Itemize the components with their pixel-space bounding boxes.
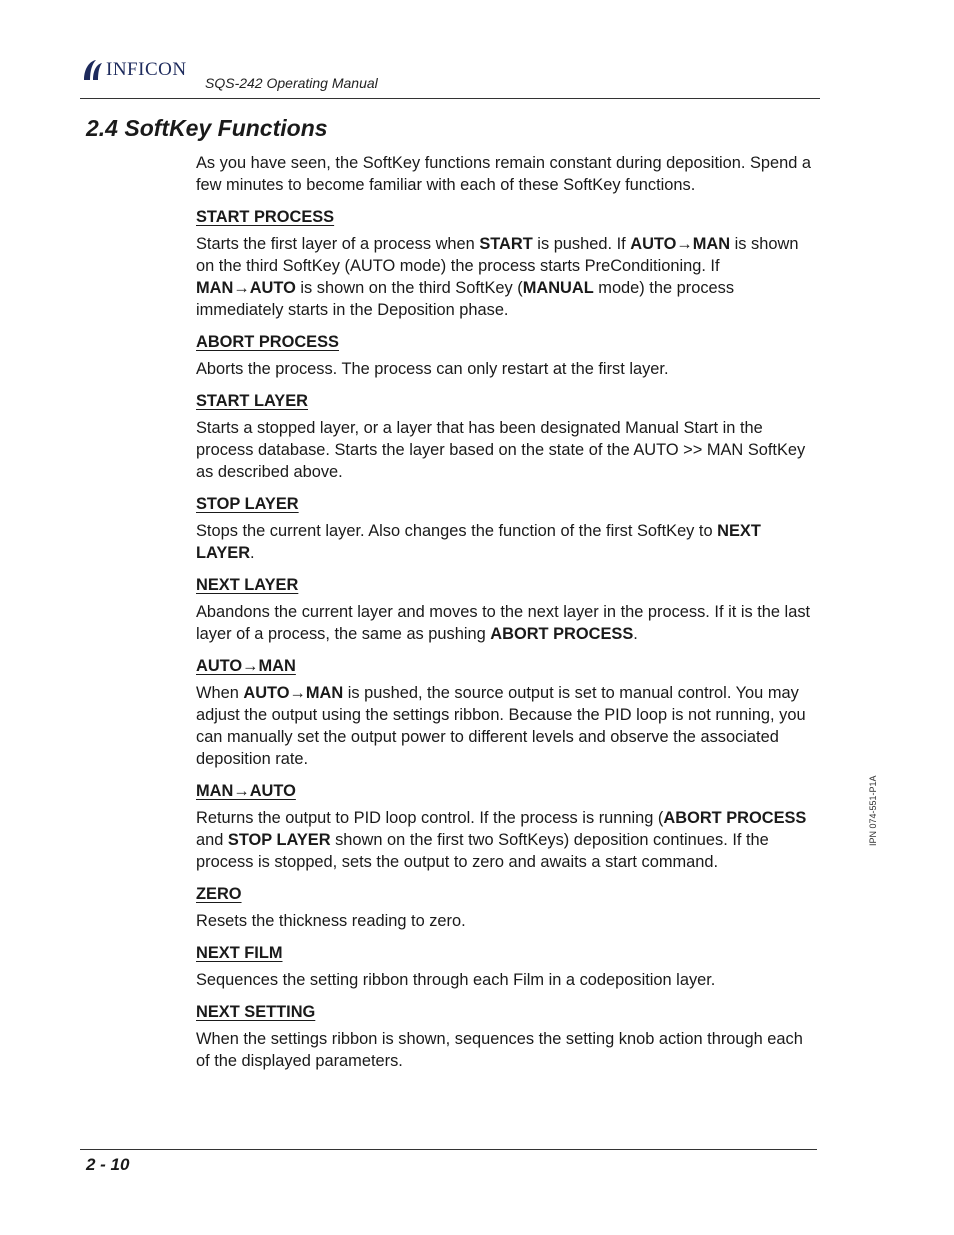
softkey-term: ABORT PROCESS [196, 333, 339, 351]
text-run: is shown on the third SoftKey ( [295, 279, 523, 297]
inficon-logo-icon [82, 58, 104, 82]
section-content [196, 152, 816, 1082]
softkey-description [196, 1028, 816, 1072]
section-title: 2.4 SoftKey Functions [86, 115, 328, 141]
header-divider [80, 98, 820, 99]
softkey-description [196, 233, 816, 321]
text-run: Stops the current layer. Also changes the function of the first SoftKey to [196, 522, 718, 540]
inficon-logo [82, 58, 187, 82]
text-run: Starts a stopped layer, or a layer that has been designated Manual Start in the process database. Starts the layer based on the state of the AUTO >> MAN SoftKey as described above. [196, 419, 806, 481]
text-run: When [196, 684, 244, 702]
softkey-description [196, 358, 816, 380]
bold-text: MAN [692, 235, 731, 253]
text-run: is pushed, the source output is set to manual control. You may adjust the output using the settings ribbon. Because the PID loop is not running, you can manually set the output power to different levels and observe the associated deposition rate. [196, 684, 806, 768]
text-run: is pushed. If [532, 235, 631, 253]
bold-text: MAN [305, 684, 344, 702]
text-run: → [233, 279, 250, 297]
bold-text: ABORT PROCESS [490, 625, 634, 643]
softkey-description [196, 682, 816, 770]
softkey-description [196, 601, 816, 645]
text-run: Starts the first layer of a process when [196, 235, 480, 253]
text-run: Aborts the process. The process can only restart at the first layer. [196, 360, 669, 378]
text-run: When the settings ribbon is shown, sequences the setting knob action through each of the displayed parameters. [196, 1030, 803, 1070]
softkey-description [196, 969, 816, 991]
softkey-description [196, 910, 816, 932]
page-number: 2 - 10 [86, 1155, 130, 1174]
text-run: Returns the output to PID loop control. If the process is running ( [196, 809, 664, 827]
text-run: . [250, 544, 255, 562]
softkey-term: AUTO→MAN [196, 657, 296, 675]
softkey-list [196, 206, 816, 1072]
text-run: Abandons the current layer and moves to the next layer in the process. If it is the last layer of a process, the same as pushing [196, 603, 811, 643]
text-run: → [289, 684, 306, 702]
softkey-term: START PROCESS [196, 208, 335, 226]
text-run: Resets the thickness reading to zero. [196, 912, 466, 930]
softkey-term: NEXT FILM [196, 944, 283, 962]
text-run: shown on the first two SoftKeys) deposition continues. If the process is stopped, sets the output to zero and awaits a start command. [196, 831, 769, 871]
softkey-term: ZERO [196, 885, 242, 903]
softkey-term: MAN→AUTO [196, 782, 296, 800]
text-run: → [676, 235, 693, 253]
text-run: . [633, 625, 638, 643]
bold-text: NEXT LAYER [196, 522, 761, 562]
softkey-term: START LAYER [196, 392, 309, 410]
bold-text: STOP LAYER [227, 831, 331, 849]
text-run: mode) the process immediately starts in the Deposition phase. [196, 279, 735, 319]
text-run: is shown on the third SoftKey (AUTO mode) the process starts PreConditioning. If [196, 235, 799, 275]
softkey-term: NEXT SETTING [196, 1003, 316, 1021]
bold-text: START [479, 235, 533, 253]
text-run: and [196, 831, 228, 849]
bold-text: MAN [196, 279, 234, 297]
softkey-description [196, 417, 816, 483]
footer-divider [80, 1149, 817, 1150]
bold-text: AUTO [630, 235, 677, 253]
softkey-description [196, 807, 816, 873]
logo-text: INFICON [106, 59, 187, 80]
softkey-term: STOP LAYER [196, 495, 299, 513]
document-title: SQS-242 Operating Manual [205, 75, 378, 91]
bold-text: ABORT PROCESS [663, 809, 807, 827]
intro-paragraph: As you have seen, the SoftKey functions remain constant during deposition. Spend a few minutes to become familiar with each of these SoftKey functions. [196, 154, 812, 194]
side-document-number: IPN 074-551-P1A [868, 775, 878, 846]
bold-text: MANUAL [522, 279, 594, 297]
softkey-description [196, 520, 816, 564]
softkey-term: NEXT LAYER [196, 576, 299, 594]
bold-text: AUTO [243, 684, 290, 702]
text-run: Sequences the setting ribbon through each Film in a codeposition layer. [196, 971, 716, 989]
bold-text: AUTO [249, 279, 296, 297]
